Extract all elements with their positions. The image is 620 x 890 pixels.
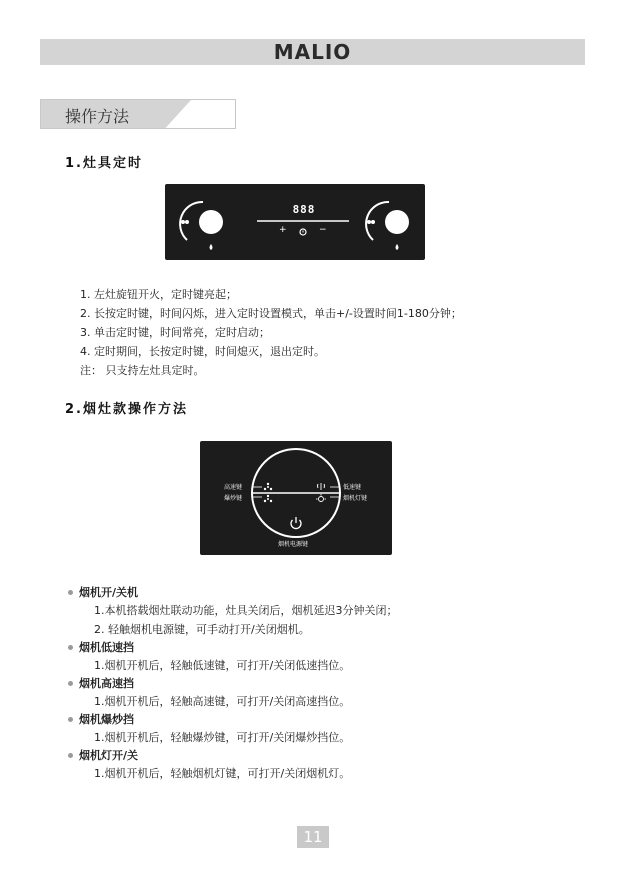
feature-desc: 1.烟机开机后，轻触低速键，可打开/关闭低速挡位。 bbox=[94, 659, 351, 672]
bullet-icon bbox=[68, 590, 73, 595]
page-number: 11 bbox=[297, 826, 329, 848]
timer-icon bbox=[300, 229, 306, 235]
low-speed-icon bbox=[318, 483, 325, 490]
feature-title: 烟机低速挡 bbox=[68, 639, 398, 656]
feature-title: 烟机爆炒挡 bbox=[68, 711, 398, 728]
right-knob-icon bbox=[366, 202, 409, 250]
timer-display: 888 bbox=[292, 203, 316, 216]
feature-title: 烟机灯开/关 bbox=[68, 747, 398, 764]
heading-stove-timer: 1.灶具定时 bbox=[65, 156, 143, 171]
feature-desc: 1.烟机开机后，轻触爆炒键，可打开/关闭爆炒挡位。 bbox=[94, 731, 351, 744]
high-speed-fan-icon bbox=[264, 483, 272, 490]
list-item: 3. 单击定时键，时间常亮，定时启动； bbox=[80, 326, 270, 339]
bullet-icon bbox=[68, 681, 73, 686]
hood-panel-illustration bbox=[200, 441, 392, 555]
low-speed-key-label: 低速键 bbox=[343, 484, 362, 491]
section-tab bbox=[40, 99, 236, 129]
feature-desc: 2. 轻触烟机电源键，可手动打开/关闭烟机。 bbox=[94, 623, 310, 636]
high-speed-key-label: 高速键 bbox=[224, 484, 243, 491]
list-item: 2. 长按定时键，时间闪烁，进入定时设置模式，单击+/-设置时间1-180分钟； bbox=[80, 307, 462, 320]
header-bar bbox=[40, 39, 585, 65]
power-key-label: 烟机电源键 bbox=[278, 541, 309, 548]
timer-steps bbox=[80, 285, 462, 380]
stove-panel-illustration bbox=[165, 184, 425, 260]
feature-desc: 1.烟机开机后，轻触烟机灯键，可打开/关闭烟机灯。 bbox=[94, 767, 351, 780]
plus-button: + bbox=[279, 225, 287, 235]
section-title: 操作方法 bbox=[65, 107, 130, 126]
light-bulb-icon bbox=[316, 494, 326, 502]
brand-logo: MALIO bbox=[273, 40, 352, 64]
bullet-icon bbox=[68, 717, 73, 722]
list-item: 4. 定时期间，长按定时键，时间熄灭，退出定时。 bbox=[80, 345, 325, 358]
feature-title: 烟机高速挡 bbox=[68, 675, 398, 692]
left-knob-icon bbox=[180, 202, 223, 250]
bullet-icon bbox=[68, 753, 73, 758]
feature-title: 烟机开/关机 bbox=[68, 584, 398, 601]
list-item: 1. 左灶旋钮开火，定时键亮起； bbox=[80, 288, 237, 301]
minus-button: − bbox=[319, 225, 327, 235]
timer-note: 注： 只支持左灶具定时。 bbox=[80, 364, 205, 377]
power-icon bbox=[291, 517, 301, 529]
hood-features bbox=[68, 584, 398, 783]
boost-fan-icon bbox=[264, 495, 272, 502]
bullet-icon bbox=[68, 645, 73, 650]
light-key-label: 烟机灯键 bbox=[343, 495, 368, 502]
heading-hood-operation: 2.烟灶款操作方法 bbox=[65, 402, 188, 417]
feature-desc: 1.烟机开机后，轻触高速键，可打开/关闭高速挡位。 bbox=[94, 695, 351, 708]
boost-key-label: 爆炒键 bbox=[224, 495, 243, 502]
feature-desc: 1.本机搭载烟灶联动功能，灶具关闭后，烟机延迟3分钟关闭； bbox=[94, 604, 398, 617]
